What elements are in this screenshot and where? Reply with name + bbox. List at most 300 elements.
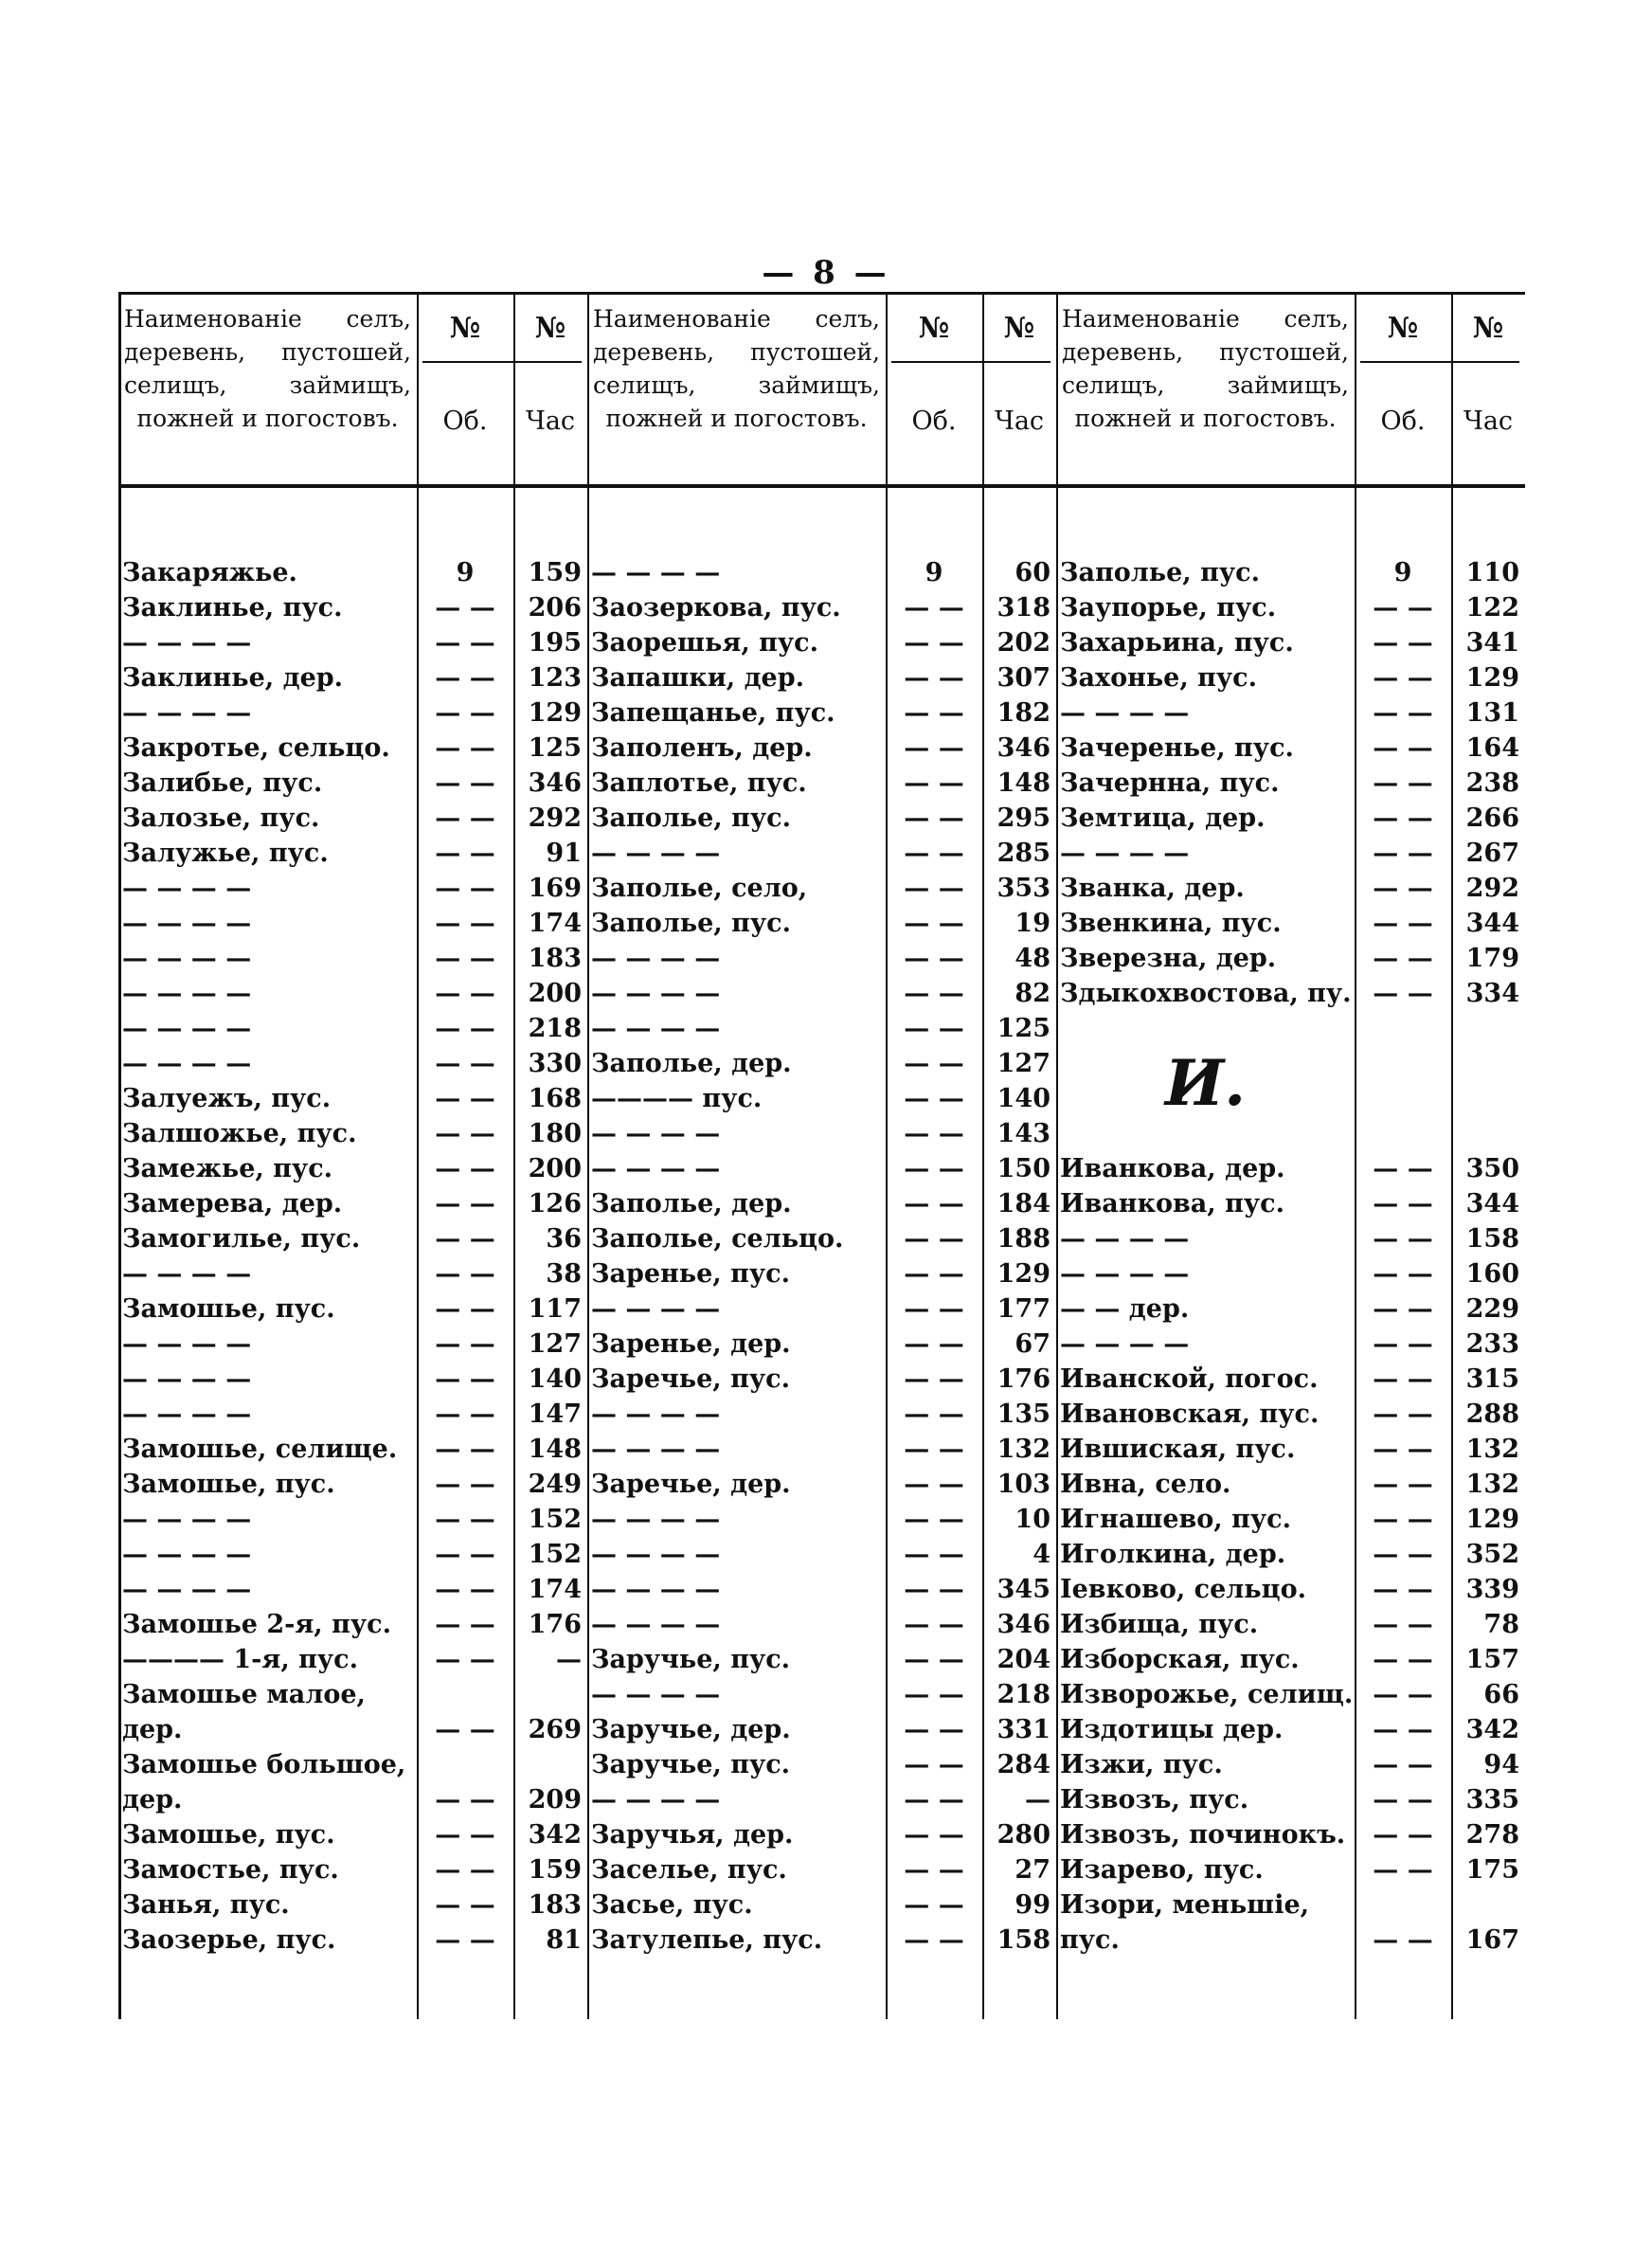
settlement-name: Зачернна, пус.	[1060, 768, 1280, 798]
settlement-name: Заручье, дер.	[591, 1715, 791, 1744]
ob-number: — —	[435, 1610, 495, 1639]
ob-number: — —	[435, 1049, 495, 1078]
ob-number: — —	[435, 1294, 495, 1324]
ob-number: — —	[904, 909, 964, 938]
ch-number: 174	[528, 909, 582, 938]
table-row	[587, 1502, 1056, 1537]
settlement-name: — — — —	[591, 979, 721, 1008]
ch-number: 129	[528, 698, 582, 728]
ch-number: 82	[1015, 979, 1050, 1008]
ch-number: 202	[997, 628, 1050, 658]
table-row	[118, 1291, 587, 1327]
ob-number: — —	[1373, 1294, 1433, 1324]
ch-number: 346	[997, 733, 1050, 763]
ch-number: 67	[1015, 1329, 1050, 1359]
ch-number: 122	[1465, 593, 1519, 623]
ob-number: — —	[1373, 909, 1433, 938]
settlement-name: Заполье, дер.	[591, 1189, 792, 1219]
ob-number: — —	[904, 1470, 964, 1499]
ob-number: — —	[435, 1399, 495, 1429]
ob-number: — —	[435, 1329, 495, 1359]
settlement-name: — — — —	[122, 1575, 252, 1604]
table-row	[1056, 1362, 1525, 1397]
ob-number: — —	[904, 698, 964, 728]
ob-number: — —	[435, 1505, 495, 1534]
ch-number: 344	[1465, 909, 1519, 938]
table-row	[1056, 1502, 1525, 1537]
table-row	[118, 1221, 587, 1256]
table-row	[1056, 1467, 1525, 1502]
settlement-name: Засье, пус.	[591, 1890, 753, 1920]
table-row	[587, 801, 1056, 836]
table-row	[587, 1467, 1056, 1502]
ch-number: 330	[528, 1049, 582, 1078]
ch-number: 174	[528, 1575, 582, 1604]
ob-number: — —	[435, 1470, 495, 1499]
settlement-name: — — — —	[591, 1610, 721, 1639]
table-row	[587, 1677, 1056, 1712]
settlement-name: Залибье, пус.	[122, 768, 323, 798]
ch-number: —	[1025, 1785, 1050, 1815]
ch-number: 345	[997, 1575, 1050, 1604]
table-row	[1056, 731, 1525, 766]
ch-number: 288	[1465, 1399, 1519, 1429]
settlement-name: Зачеренье, пус.	[1060, 733, 1294, 763]
table-row	[587, 555, 1056, 590]
ch-number: 48	[1015, 944, 1050, 973]
ch-number: 132	[997, 1435, 1050, 1464]
settlement-name: Замошье большое,	[122, 1750, 406, 1779]
ob-number: — —	[1373, 1259, 1433, 1289]
ob-number: — —	[1373, 1189, 1433, 1219]
table-row	[587, 1221, 1056, 1256]
table-row	[118, 660, 587, 695]
ch-number: 169	[528, 874, 582, 903]
settlement-name: Извозъ, починокъ.	[1060, 1820, 1346, 1850]
ch-number: 278	[1465, 1820, 1519, 1850]
settlement-name: Ивна, село.	[1060, 1470, 1231, 1499]
ob-number: — —	[904, 1925, 964, 1955]
ch-number: 341	[1465, 628, 1519, 658]
header-no-ch: №	[1472, 312, 1504, 345]
ch-number: 175	[1465, 1855, 1519, 1885]
ch-number: 131	[1465, 698, 1519, 728]
ob-number: — —	[435, 628, 495, 658]
ob-number: — —	[1373, 698, 1433, 728]
table-row	[118, 555, 587, 590]
ob-number: — —	[904, 1785, 964, 1815]
ob-number: — —	[1373, 1470, 1433, 1499]
ob-number: — —	[904, 1364, 964, 1394]
ob-number: — —	[904, 1855, 964, 1885]
settlement-name: Закротье, сельцо.	[122, 733, 390, 763]
settlement-name: — — — —	[591, 1785, 721, 1815]
ob-number: — —	[904, 1329, 964, 1359]
ob-number: — —	[1373, 663, 1433, 693]
ch-number: 10	[1015, 1505, 1050, 1534]
table-row	[118, 1642, 587, 1677]
header-ob: Об.	[442, 406, 488, 436]
ch-number: 353	[997, 874, 1050, 903]
table-row	[587, 836, 1056, 871]
ch-number: 148	[997, 768, 1050, 798]
ob-number: — —	[435, 1645, 495, 1674]
ob-number: — —	[1373, 1575, 1433, 1604]
ch-number: 350	[1465, 1154, 1519, 1183]
settlement-name: дер.	[122, 1715, 183, 1744]
ob-number: — —	[904, 1435, 964, 1464]
table-row	[118, 1151, 587, 1186]
table-row	[1056, 1327, 1525, 1362]
table-row	[1056, 1397, 1525, 1432]
ch-number: 147	[528, 1399, 582, 1429]
ch-number: 344	[1465, 1189, 1519, 1219]
settlement-name: Замерева, дер.	[122, 1189, 343, 1219]
table-row	[587, 1397, 1056, 1432]
settlement-name: — — — —	[122, 874, 252, 903]
settlement-name: Заручье, пус.	[591, 1645, 791, 1674]
ch-number: 129	[1465, 663, 1519, 693]
header-ch: Час	[525, 406, 576, 436]
settlement-name: — — — —	[1060, 839, 1190, 868]
ob-number: — —	[435, 1014, 495, 1043]
settlement-name: Замошье, селище.	[122, 1435, 398, 1464]
settlement-name: Издотицы дер.	[1060, 1715, 1284, 1744]
ch-number: 127	[997, 1049, 1050, 1078]
ch-number: 183	[528, 944, 582, 973]
settlement-name: Залозье, пус.	[122, 803, 320, 833]
table-row	[118, 1186, 587, 1221]
ob-number: — —	[435, 1540, 495, 1569]
ob-number: — —	[435, 1224, 495, 1254]
settlement-name: Замошье, пус.	[122, 1294, 335, 1324]
table-row	[1056, 1782, 1525, 1817]
settlement-name: Залшожье, пус.	[122, 1119, 357, 1148]
ch-number: 164	[1465, 733, 1519, 763]
ch-number: 269	[528, 1715, 582, 1744]
table-row	[587, 1537, 1056, 1572]
settlement-name: Замостье, пус.	[122, 1855, 339, 1885]
ob-number: — —	[1373, 839, 1433, 868]
table-row	[118, 1256, 587, 1291]
ch-number: 152	[528, 1540, 582, 1569]
table-row	[587, 1432, 1056, 1467]
table-row	[587, 1817, 1056, 1852]
table-row	[118, 766, 587, 801]
settlement-name: Изарево, пус.	[1060, 1855, 1264, 1885]
ledger-section-1	[118, 295, 587, 2019]
ob-number: — —	[904, 1294, 964, 1324]
settlement-name: — — — —	[591, 839, 721, 868]
settlement-name: Заренье, пус.	[591, 1259, 790, 1289]
ch-number: 315	[1465, 1364, 1519, 1394]
ob-number: — —	[435, 909, 495, 938]
ob-number: — —	[904, 1084, 964, 1113]
table-row	[118, 801, 587, 836]
table-row	[587, 871, 1056, 906]
ob-number: — —	[1373, 1399, 1433, 1429]
settlement-name: — — — —	[122, 1364, 252, 1394]
ch-number: 140	[997, 1084, 1050, 1113]
settlement-name: Закаряжье.	[122, 558, 297, 587]
settlement-name: Изборская, пус.	[1060, 1645, 1300, 1674]
table-row	[118, 1677, 587, 1712]
table-row	[118, 1887, 587, 1923]
table-row	[1056, 906, 1525, 941]
table-row	[587, 660, 1056, 695]
settlement-name: Замежье, пус.	[122, 1154, 333, 1183]
settlement-name: — — — —	[1060, 1224, 1190, 1254]
settlement-name: — — — —	[591, 1399, 721, 1429]
settlement-name: — — — —	[591, 1540, 721, 1569]
table-row	[1056, 1572, 1525, 1607]
ob-number: — —	[1373, 1820, 1433, 1850]
ob-number: — —	[904, 768, 964, 798]
ob-number: — —	[904, 1014, 964, 1043]
settlement-name: Заручья, дер.	[591, 1820, 794, 1850]
ch-number: 160	[1465, 1259, 1519, 1289]
settlement-name: Іевково, сельцо.	[1060, 1575, 1306, 1604]
settlement-name: ———— пус.	[591, 1084, 763, 1113]
settlement-name: — — — —	[122, 944, 252, 973]
ch-number: 81	[546, 1925, 582, 1955]
ob-number: — —	[435, 944, 495, 973]
ob-number: — —	[1373, 1224, 1433, 1254]
ob-number: — —	[1373, 803, 1433, 833]
table-row	[1056, 976, 1525, 1011]
ob-number: — —	[1373, 1505, 1433, 1534]
ch-number: 117	[528, 1294, 582, 1324]
settlement-name: — — — —	[122, 909, 252, 938]
ledger-section-2	[587, 295, 1056, 2019]
ch-number: 94	[1483, 1750, 1519, 1779]
table-row	[587, 1151, 1056, 1186]
settlement-name: Ившиская, пус.	[1060, 1435, 1296, 1464]
table-row	[1056, 1852, 1525, 1887]
ob-number: — —	[1373, 733, 1433, 763]
table-row	[587, 1607, 1056, 1642]
ob-number: — —	[435, 1364, 495, 1394]
settlement-name: Звенкина, пус.	[1060, 909, 1282, 938]
table-row	[118, 871, 587, 906]
ob-number: — —	[435, 1715, 495, 1744]
table-row	[118, 836, 587, 871]
ch-number: 292	[1465, 874, 1519, 903]
table-row	[1056, 1011, 1525, 1046]
ch-number: 159	[528, 1855, 582, 1885]
ch-number: 339	[1465, 1575, 1519, 1604]
ob-number: — —	[904, 593, 964, 623]
ch-number: 284	[997, 1750, 1050, 1779]
settlement-name: Игнашево, пус.	[1060, 1505, 1291, 1534]
settlement-name: — — — —	[122, 698, 252, 728]
ob-number: — —	[435, 1119, 495, 1148]
table-row	[587, 625, 1056, 660]
ob-number: — —	[435, 663, 495, 693]
table-row	[587, 766, 1056, 801]
settlement-name: — — — —	[591, 1435, 721, 1464]
ob-number: — —	[435, 1259, 495, 1289]
table-row	[118, 625, 587, 660]
table-row	[118, 1502, 587, 1537]
table-row	[587, 941, 1056, 976]
settlement-name: ———— 1-я, пус.	[122, 1645, 359, 1674]
ob-number: — —	[904, 733, 964, 763]
table-row	[118, 976, 587, 1011]
ob-number: — —	[435, 979, 495, 1008]
table-row	[587, 1011, 1056, 1046]
ch-number: 110	[1465, 558, 1519, 587]
table-row	[118, 1747, 587, 1782]
ob-number: — —	[904, 1645, 964, 1674]
table-row	[1056, 1151, 1525, 1186]
settlement-name: Ивановская, пус.	[1060, 1399, 1320, 1429]
settlement-name: — — — —	[122, 1399, 252, 1429]
ob-number: — —	[904, 628, 964, 658]
settlement-name: Затулепье, пус.	[591, 1925, 823, 1955]
ch-number: 91	[546, 839, 582, 868]
ch-number: 183	[528, 1890, 582, 1920]
table-row	[587, 1046, 1056, 1081]
ch-number: 280	[997, 1820, 1050, 1850]
table-row	[118, 1046, 587, 1081]
ob-number: — —	[1373, 874, 1433, 903]
table-row	[1056, 1221, 1525, 1256]
ob-number: — —	[435, 1855, 495, 1885]
ch-number: 229	[1465, 1294, 1519, 1324]
settlement-name: дер.	[122, 1785, 183, 1815]
settlement-name: Заклинье, дер.	[122, 663, 344, 693]
ch-number: 38	[546, 1259, 582, 1289]
table-row	[587, 1572, 1056, 1607]
settlement-name: — — — —	[591, 1119, 721, 1148]
ledger-section-3	[1056, 295, 1525, 2019]
table-row	[118, 1397, 587, 1432]
ob-number: — —	[904, 1505, 964, 1534]
ob-number: — —	[904, 663, 964, 693]
table-row	[118, 1327, 587, 1362]
ch-number: 103	[997, 1470, 1050, 1499]
ob-number: — —	[435, 1435, 495, 1464]
settlement-name: — — — —	[591, 1680, 721, 1709]
header-no-ch: №	[1003, 312, 1035, 345]
ob-number: — —	[904, 1750, 964, 1779]
settlement-name: Заполье, пус.	[591, 909, 791, 938]
settlement-name: — — — —	[1060, 698, 1190, 728]
ob-number: — —	[435, 1154, 495, 1183]
header-name-cell: Наименованіе селъ, деревень, пустошей, селищъ, займищъ, пожней и погостовъ.	[1062, 305, 1349, 432]
table-row	[118, 1081, 587, 1116]
ch-number: 123	[528, 663, 582, 693]
table-row	[587, 976, 1056, 1011]
ch-number: 179	[1465, 944, 1519, 973]
settlement-name: Заозеркова, пус.	[591, 593, 841, 623]
settlement-name: Замошье, пус.	[122, 1820, 335, 1850]
ob-number: — —	[904, 1119, 964, 1148]
table-row	[587, 1081, 1056, 1116]
ch-number: 168	[528, 1084, 582, 1113]
settlement-name: Заполье, дер.	[591, 1049, 792, 1078]
ob-number: — —	[904, 979, 964, 1008]
ch-number: 218	[997, 1680, 1050, 1709]
ch-number: 346	[528, 768, 582, 798]
ch-number: 60	[1015, 558, 1050, 587]
settlement-name: Заречье, дер.	[591, 1470, 791, 1499]
settlement-name: Здыкохвостова, пу.	[1060, 979, 1352, 1008]
table-row	[118, 1923, 587, 1958]
ob-number: 9	[1393, 558, 1412, 587]
table-row	[587, 1256, 1056, 1291]
ch-number: 204	[997, 1645, 1050, 1674]
settlement-name: Заполенъ, дер.	[591, 733, 813, 763]
ch-number: 157	[1465, 1645, 1519, 1674]
table-row	[587, 906, 1056, 941]
table-row	[587, 1887, 1056, 1923]
settlement-name: Запещанье, пус.	[591, 698, 835, 728]
table-row	[1056, 1923, 1525, 1958]
ob-number: — —	[904, 1259, 964, 1289]
ob-number: — —	[904, 1820, 964, 1850]
ob-number: — —	[1373, 1329, 1433, 1359]
table-row	[587, 1852, 1056, 1887]
ch-number: 167	[1465, 1925, 1519, 1955]
header-name-cell: Наименованіе селъ, деревень, пустошей, селищъ, займищъ, пожней и погостовъ.	[124, 305, 411, 432]
ob-number: — —	[435, 1890, 495, 1920]
ob-number: — —	[1373, 1785, 1433, 1815]
settlement-name: Заполье, пус.	[591, 803, 791, 833]
table-row	[587, 1642, 1056, 1677]
settlement-name: Заклинье, пус.	[122, 593, 343, 623]
ob-number: — —	[904, 1610, 964, 1639]
ch-number: 200	[528, 979, 582, 1008]
settlement-name: Избища, пус.	[1060, 1610, 1259, 1639]
settlement-name: — — — —	[122, 628, 252, 658]
ch-number: 125	[528, 733, 582, 763]
header-name-cell: Наименованіе селъ, деревень, пустошей, селищъ, займищъ, пожней и погостовъ.	[593, 305, 880, 432]
ob-number: — —	[435, 1925, 495, 1955]
ledger-rows	[1056, 555, 1525, 1958]
settlement-name: Залуежъ, пус.	[122, 1084, 332, 1113]
header-no-ob: №	[918, 312, 950, 345]
ch-number: 292	[528, 803, 582, 833]
table-row	[1056, 941, 1525, 976]
table-row	[587, 1362, 1056, 1397]
settlement-name: Заселье, пус.	[591, 1855, 787, 1885]
table-row	[1056, 766, 1525, 801]
settlement-name: Заречье, пус.	[591, 1364, 790, 1394]
settlement-name: Замошье малое,	[122, 1680, 366, 1709]
settlement-name: Запашки, дер.	[591, 663, 805, 693]
ob-number: 9	[925, 558, 943, 587]
ob-number: — —	[904, 1154, 964, 1183]
settlement-name: — — — —	[591, 1575, 721, 1604]
settlement-name: Заорешья, пус.	[591, 628, 819, 658]
ch-number: 132	[1465, 1470, 1519, 1499]
settlement-name: — — — —	[122, 1505, 252, 1534]
table-row	[1056, 1432, 1525, 1467]
header-no-ob: №	[449, 312, 481, 345]
ch-number: 180	[528, 1119, 582, 1148]
settlement-name: — — — —	[591, 1014, 721, 1043]
table-row	[118, 590, 587, 625]
ch-number: 295	[997, 803, 1050, 833]
ob-number: — —	[435, 1785, 495, 1815]
ob-number: — —	[904, 1399, 964, 1429]
table-row	[118, 1712, 587, 1747]
ch-number: 78	[1483, 1610, 1519, 1639]
header-no-ch: №	[534, 312, 566, 345]
table-row	[1056, 1291, 1525, 1327]
